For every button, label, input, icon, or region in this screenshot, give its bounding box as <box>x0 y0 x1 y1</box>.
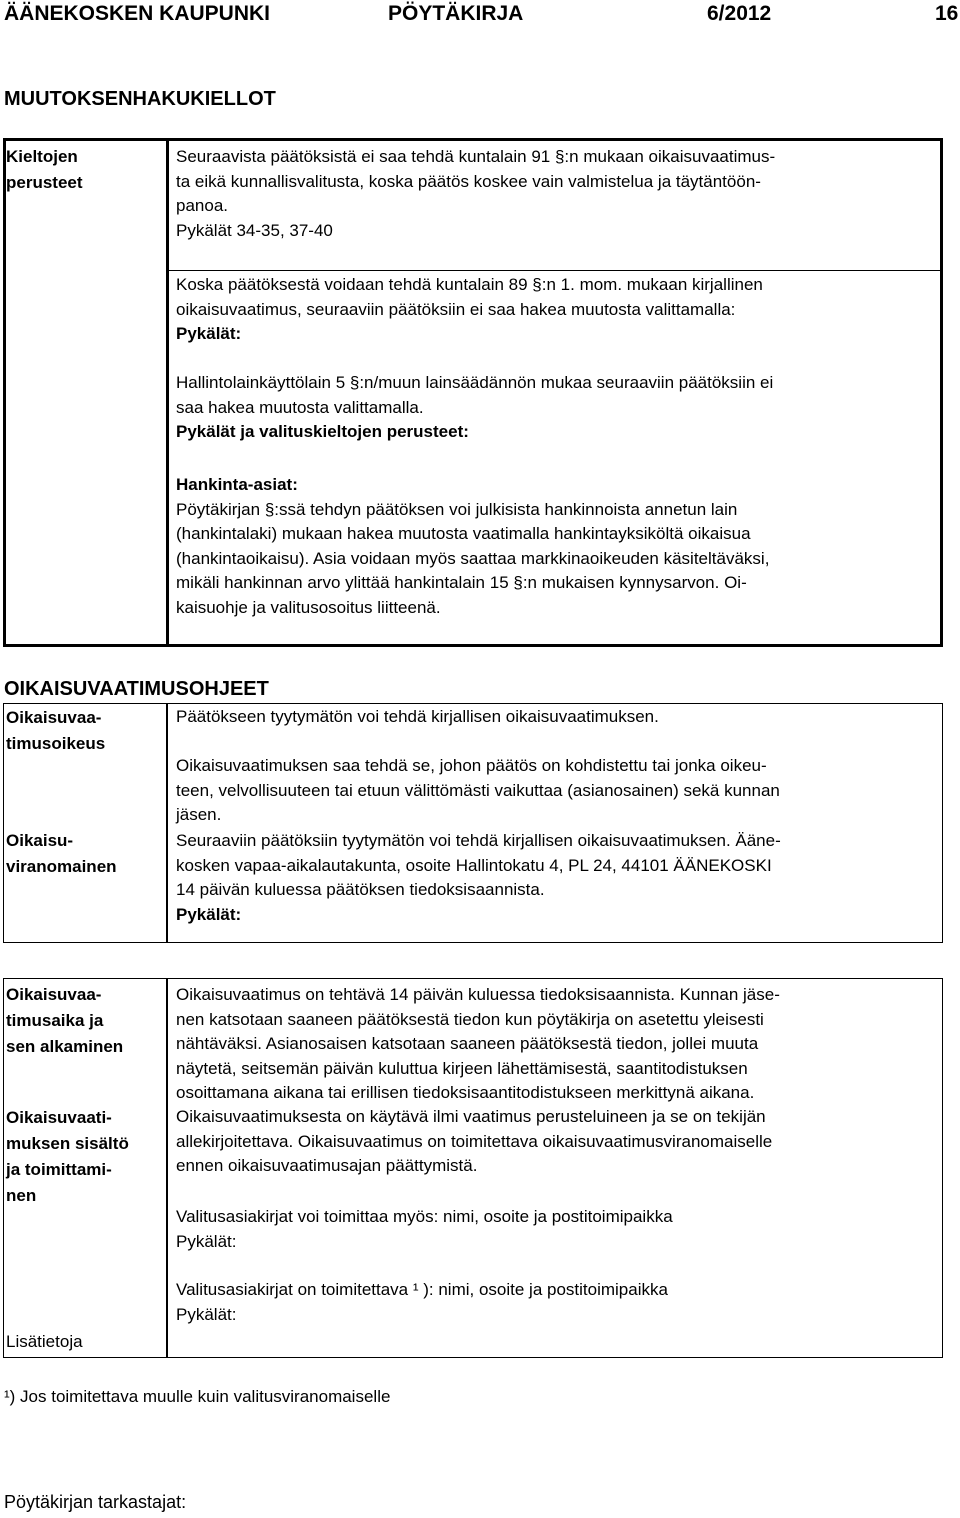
header-org: ÄÄNEKOSKEN KAUPUNKI <box>4 2 271 25</box>
label-oikaisuvaatimuksen-sisalto: Oikaisuvaati- muksen sisältö ja toimittami- nen <box>6 1108 129 1205</box>
label-kieltojen-perusteet: Kieltojen perusteet <box>6 147 83 192</box>
header-issue: 6/2012 <box>707 2 772 25</box>
muutoksenhaku-p1: Seuraavista päätöksistä ei saa tehdä kuntalain 91 §:n mukaan oikaisuvaatimus- ta eikä kunnallisvalitusta, koska päätös koskee vain valmistelua ja täytäntöön- panoa. Pykälät 34-35, 37-40 <box>176 145 940 243</box>
footnote: ¹) Jos toimitettava muulle kuin valitusviranomaiselle <box>4 1387 391 1406</box>
oikaisu-r2: Seuraaviin päätöksiin tyytymätön voi tehdä kirjallisen oikaisuvaatimuksen. Ääne- kosken vapaa-aikalautakunta, osoite Hallintokatu 4, PL 24, 44101 ÄÄNEKOSKI 14 päivän kuluessa päätöksen tiedoksisaannista. Pykälät: <box>176 831 781 924</box>
muutoksenhaku-p3: Hallintolainkäyttölain 5 §:n/muun lainsäädännön mukaa seuraaviin päätöksiin ei saa hakea muutosta valittamalla. Pykälät ja valituskieltojen perusteet: <box>176 373 774 441</box>
tarkastajat-label: Pöytäkirjan tarkastajat: <box>4 1492 187 1512</box>
muutoksenhaku-p4: Hankinta-asiat: Pöytäkirjan §:ssä tehdyn päätöksen voi julkisista hankinnoista annetun lain (hankintalaki) mukaan hakea muutosta vaatimalla hankintayksiköltä oikaisua (hankintaoikaisu). Asia voidaan myös saattaa markkinaoikeuden käsiteltäväksi, mikäli hankinnan arvo ylittää hankintalain 15 §:n mukaisen kynnysarvon. Oi- kaisuohje ja valitusosoitus liitteenä. <box>176 475 770 617</box>
table-divider <box>166 978 168 1358</box>
label-oikaisuvaatimusoikeus: Oikaisuvaa- timusoikeus <box>6 708 106 753</box>
oikaisu-r1b: Oikaisuvaatimuksen saa tehdä se, johon päätös on kohdistettu tai jonka oikeu- teen, velvollisuuteen tai etuun välittömästi vaikuttaa (asianosainen) sekä kunnan jäsen. <box>176 756 780 824</box>
table2-r2: Oikaisuvaatimuksesta on käytävä ilmi vaatimus perusteluineen ja se on tekijän allekirjoitettava. Oikaisuvaatimus on toimitettava oikaisuvaatimusviranomaiselle ennen oikaisuvaatimusajan päättymistä. <box>176 1107 773 1175</box>
label-oikaisuvaatimusaika: Oikaisuvaa- timusaika ja sen alkaminen <box>6 985 124 1056</box>
oikaisu-r1: Päätökseen tyytymätön voi tehdä kirjallisen oikaisuvaatimuksen. <box>176 707 659 726</box>
pykalat-list-1: Pykälät 34-35, 37-40 <box>176 220 333 240</box>
table-divider <box>166 138 169 647</box>
section-title-muutoksenhakukiellot: MUUTOKSENHAKUKIELLOT <box>4 88 276 110</box>
table2-r1: Oikaisuvaatimus on tehtävä 14 päivän kuluessa tiedoksisaannista. Kunnan jäse- nen katsotaan saaneen päätöksestä tiedon kun pöytäkirja on asetettu yleisesti nähtäväksi. Asianosaisen katsotaan saaneen päätöksestä tiedon, jollei muuta näytetä, seitsemän päivän kuluttua kirjeen lähettämisestä, saantitodistuksen osoittamana aikana tai erillisen tiedoksisaantitodistukseen merkittynä aikana. <box>176 985 780 1102</box>
row-divider <box>166 270 943 271</box>
table-divider <box>166 703 168 943</box>
table2-r2c: Valitusasiakirjat on toimitettava ¹ ): nimi, osoite ja postitoimipaikka Pykälät: <box>176 1280 668 1324</box>
label-lisatietoja: Lisätietoja <box>6 1332 83 1351</box>
header-page-number: 16 <box>935 2 959 25</box>
muutoksenhaku-p2: Koska päätöksestä voidaan tehdä kuntalain 89 §:n 1. mom. mukaan kirjallinen oikaisuvaatimus, seuraaviin päätöksiin ei saa hakea muutosta valittamalla: Pykälät: <box>176 275 763 343</box>
table2-r2b: Valitusasiakirjat voi toimittaa myös: nimi, osoite ja postitoimipaikka Pykälät: <box>176 1207 673 1251</box>
header-doc-type: PÖYTÄKIRJA <box>388 2 524 25</box>
label-oikaisuviranomainen: Oikaisu- viranomainen <box>6 831 117 876</box>
section-title-oikaisuvaatimusohjeet: OIKAISUVAATIMUSOHJEET <box>4 678 269 700</box>
